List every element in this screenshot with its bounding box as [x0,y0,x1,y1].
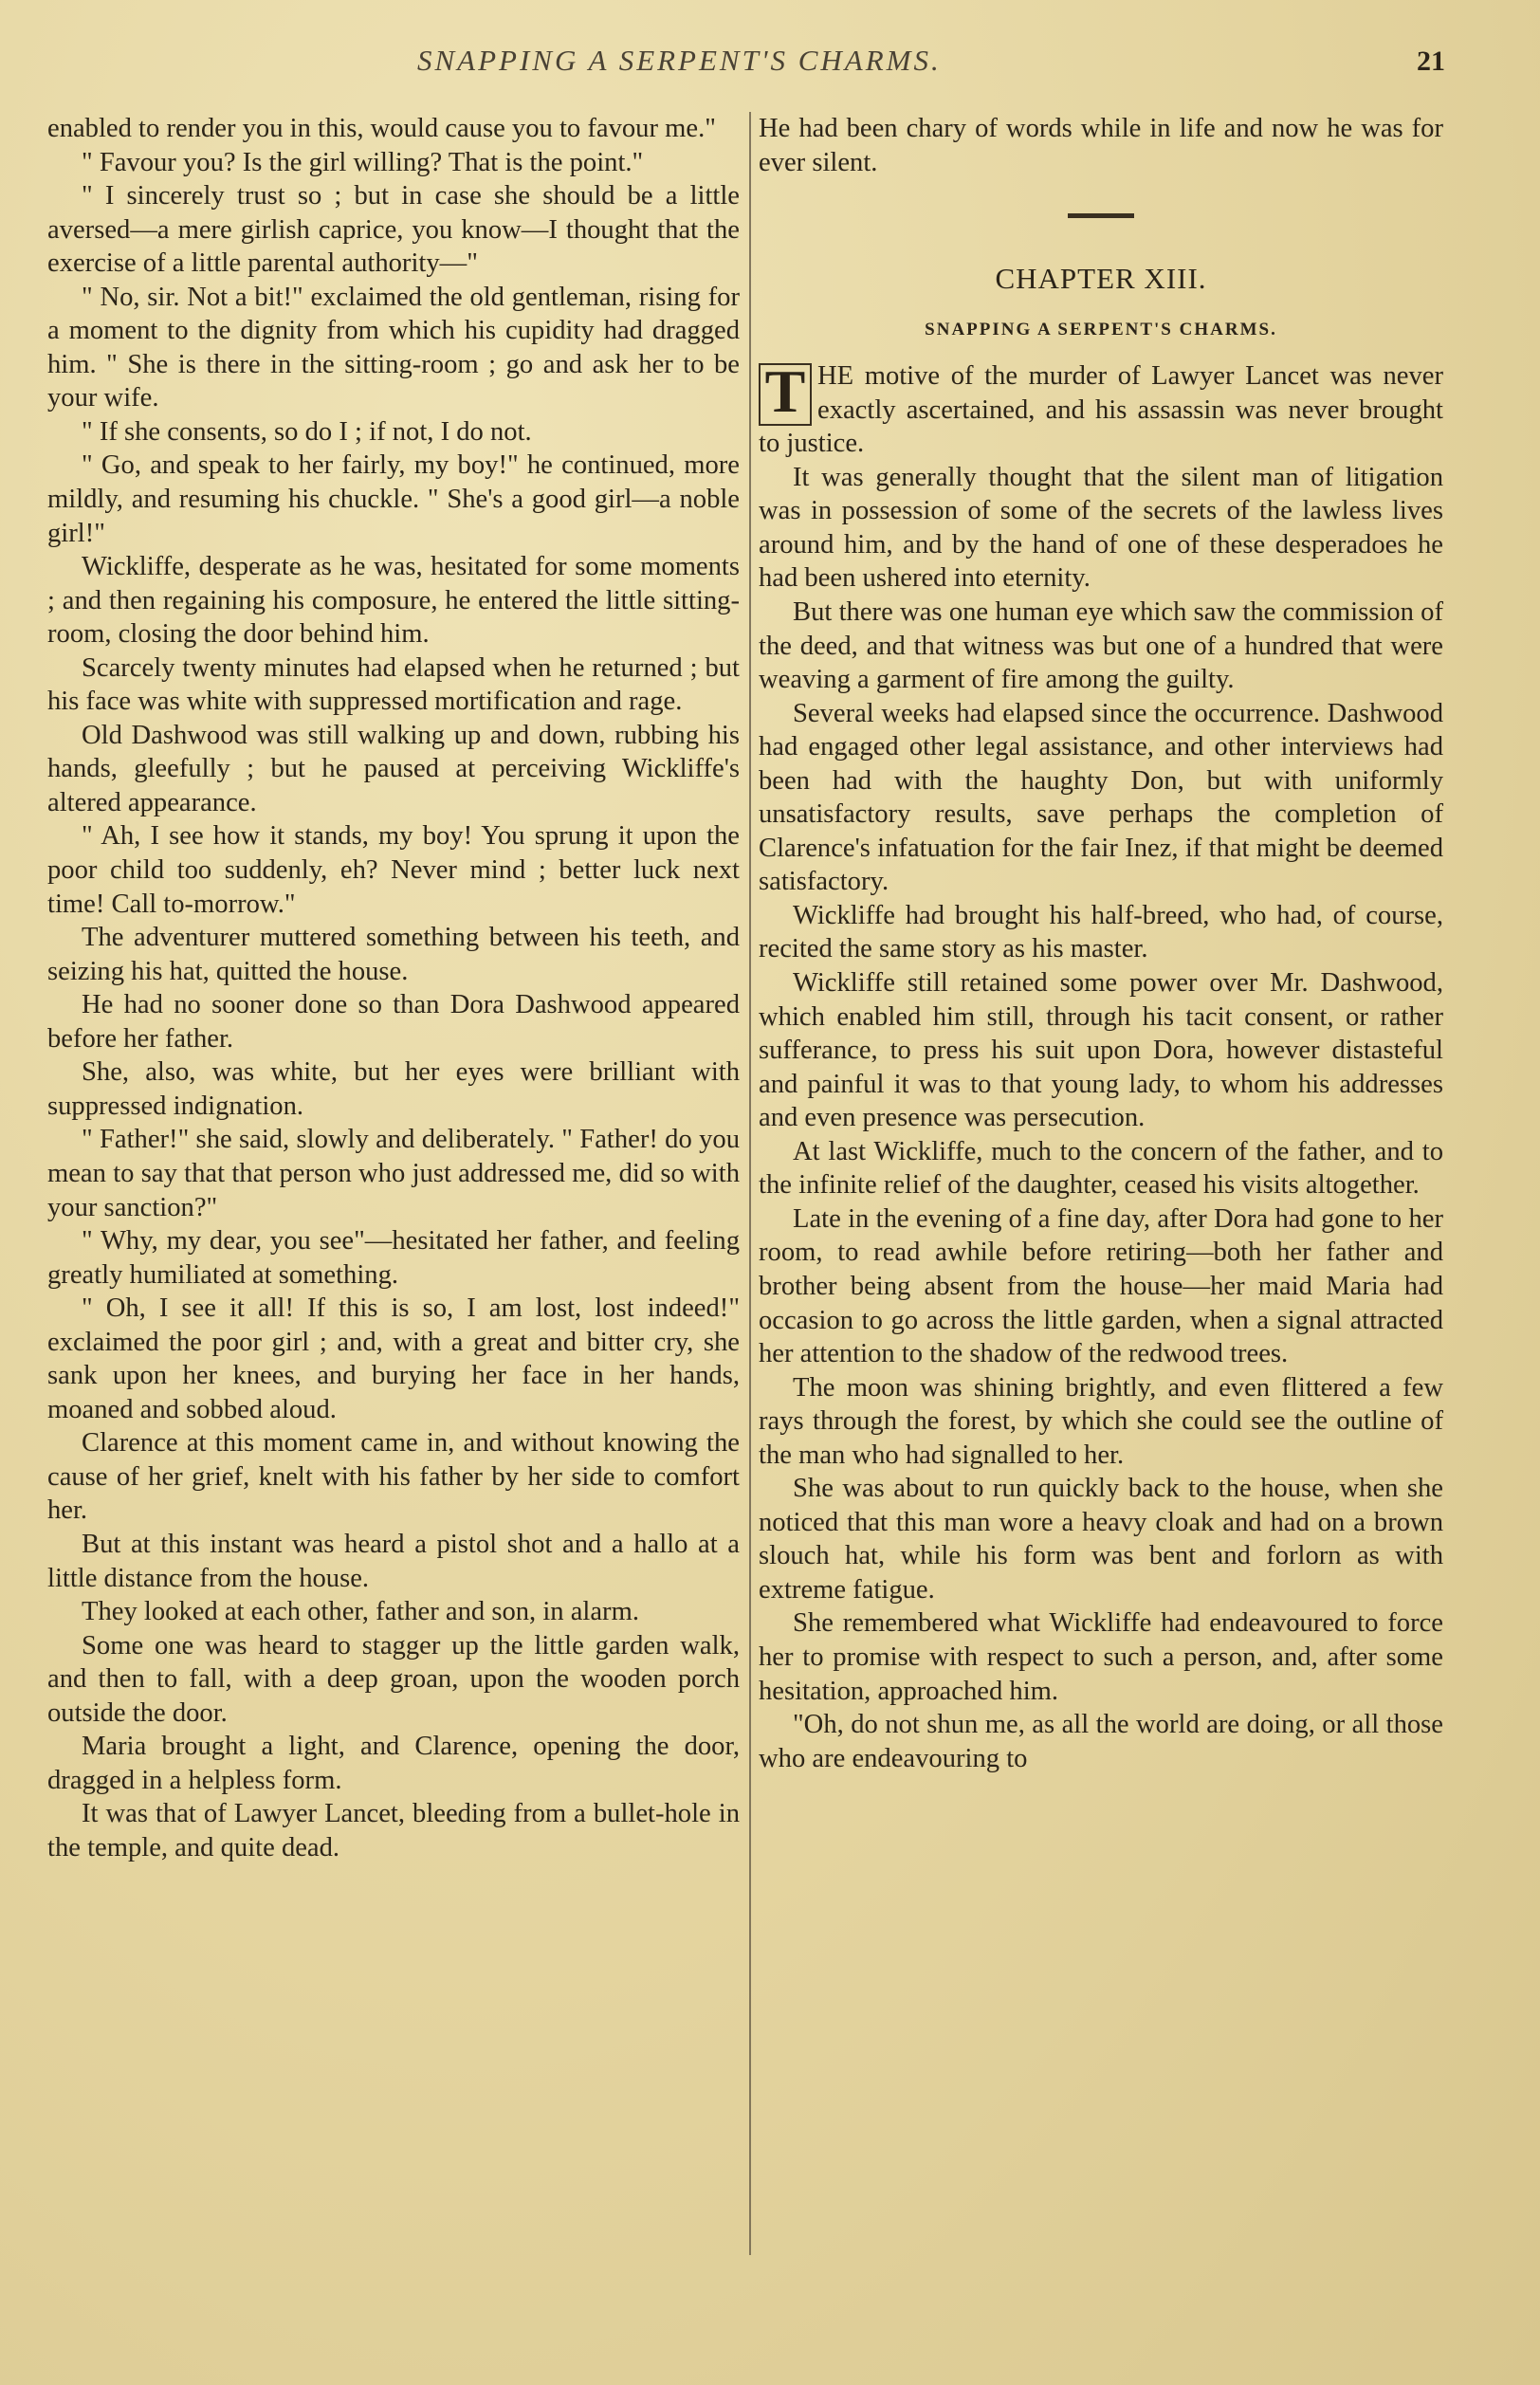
paragraph: They looked at each other, father and son, in alarm. [82,1597,639,1627]
paragraph: " Oh, I see it all! If this is so, I am lost, lost indeed!" exclaimed the poor girl ; and, with a great and bitter cry, she sank upon her knees, and burying her face in her hands, moaned and sobbed aloud. [47,1293,740,1424]
paragraph: Clarence at this moment came in, and without knowing the cause of her grief, knelt with his father by her side to comfort her. [47,1428,740,1526]
paragraph: She remembered what Wickliffe had endeavoured to force her to promise with respect to such a person, and, after some hesitation, approached him. [759,1608,1443,1706]
paragraph: "Oh, do not shun me, as all the world are doing, or all those who are endeavouring to [759,1710,1443,1773]
paragraph: She, also, was white, but her eyes were brilliant with suppressed indignation. [47,1057,740,1121]
paragraph: Late in the evening of a fine day, after Dora had gone to her room, to read awhile before retiring—both her father and brother being absent from the house—her maid Maria had occasion to go across the little garden, when a signal attracted her attention to the shadow of the redwood trees. [759,1203,1443,1369]
running-title: SNAPPING A SERPENT'S CHARMS. [417,44,942,77]
paragraph: Some one was heard to stagger up the little garden walk, and then to fall, with a deep groan, upon the wooden porch outside the door. [47,1630,740,1728]
paragraph: " No, sir. Not a bit!" exclaimed the old gentleman, rising for a moment to the dignity from which his cupidity had dragged him. " She is there in the sitting-room ; go and ask her to be your wife. [47,282,740,413]
running-head [0,44,1540,85]
left-column [47,112,740,1864]
paragraph: The adventurer muttered something between his teeth, and seizing his hat, quitted the house. [47,923,740,986]
paragraph: He had no sooner done so than Dora Dashwood appeared before her father. [47,990,740,1054]
paragraph: " Ah, I see how it stands, my boy! You sprung it upon the poor child too suddenly, eh? Never mind ; better luck next time! Call to-morrow." [47,821,740,919]
paragraph: The moon was shining brightly, and even flittered a few rays through the forest, by which she could see the outline of the man who had signalled to her. [759,1372,1443,1470]
paragraph: At last Wickliffe, much to the concern of the father, and to the infinite relief of the daughter, ceased his visits altogether. [759,1136,1443,1201]
paragraph: But at this instant was heard a pistol shot and a hallo at a little distance from the house. [47,1529,740,1593]
drop-cap: T [759,363,812,426]
paragraph: " Why, my dear, you see"—hesitated her father, and feeling greatly humiliated at something. [47,1226,740,1290]
paragraph: Several weeks had elapsed since the occurrence. Dashwood had engaged other legal assistance, and other interviews had been had with the haughty Don, but with uniformly unsatisfactory results, save perhaps the completion of Clarence's infatuation for the fair Inez, if that might be deemed satisfactory. [759,698,1443,897]
paragraph: " Father!" she said, slowly and deliberately. " Father! do you mean to say that that person who just addressed me, did so with your sanction?" [47,1125,740,1222]
paragraph: It was that of Lawyer Lancet, bleeding from a bullet-hole in the temple, and quite dead. [47,1799,740,1862]
right-column [759,112,1443,1775]
opening-text: HE motive of the murder of Lawyer Lancet was never exactly ascertained, and his assassin was never brought to justice. [759,361,1443,459]
paragraph: Wickliffe, desperate as he was, hesitated for some moments ; and then regaining his composure, he entered the little sitting-room, closing the door behind him. [47,552,740,650]
paragraph: He had been chary of words while in life and now he was for ever silent. [759,114,1443,177]
paragraph: Wickliffe had brought his half-breed, who had, of course, recited the same story as his master. [759,900,1443,964]
paragraph: She was about to run quickly back to the house, when she noticed that this man wore a heavy cloak and had on a brown slouch hat, while his form was bent and forlorn as with extreme fatigue. [759,1474,1443,1605]
chapter-subtitle: SNAPPING A SERPENT'S CHARMS. [925,319,1277,339]
paragraph: Maria brought a light, and Clarence, opening the door, dragged in a helpless form. [47,1732,740,1795]
paragraph: enabled to render you in this, would cause you to favour me." [47,114,716,143]
paragraph: Old Dashwood was still walking up and down, rubbing his hands, gleefully ; but he paused at perceiving Wickliffe's altered appearance. [47,720,740,817]
paragraph: Wickliffe still retained some power over Mr. Dashwood, which enabled him still, through his tacit consent, or rather sufferance, to press his suit upon Dora, however distasteful and painful it was to that young lady, to whom his addresses and even presence was persecution. [759,968,1443,1133]
paragraph: But there was one human eye which saw the commission of the deed, and that witness was but one of a hundred that were weaving a garment of fire among the guilty. [759,597,1443,695]
paragraph: " Go, and speak to her fairly, my boy!" he continued, more mildly, and resuming his chuckle. " She's a good girl—a noble girl!" [47,450,740,548]
paragraph: It was generally thought that the silent man of litigation was in possession of some of the secrets of the lawless lives around him, and by the hand of one of these desperadoes he had been ushered into eternity. [759,462,1443,594]
paragraph: " Favour you? Is the girl willing? That is the point." [82,147,644,177]
paragraph: " If she consents, so do I ; if not, I do not. [82,416,532,447]
paragraph: Scarcely twenty minutes had elapsed when he returned ; but his face was white with suppressed mortification and rage. [47,652,740,717]
column-divider [749,112,751,2255]
ornament-rule [1068,213,1134,218]
paragraph: " I sincerely trust so ; but in case she should be a little aversed—a mere girlish caprice, you know—I thought that the exercise of a little parental authority—" [47,181,740,279]
page-number: 21 [1417,46,1445,77]
chapter-opening-paragraph [759,359,1443,461]
chapter-title: CHAPTER XIII. [995,262,1207,296]
